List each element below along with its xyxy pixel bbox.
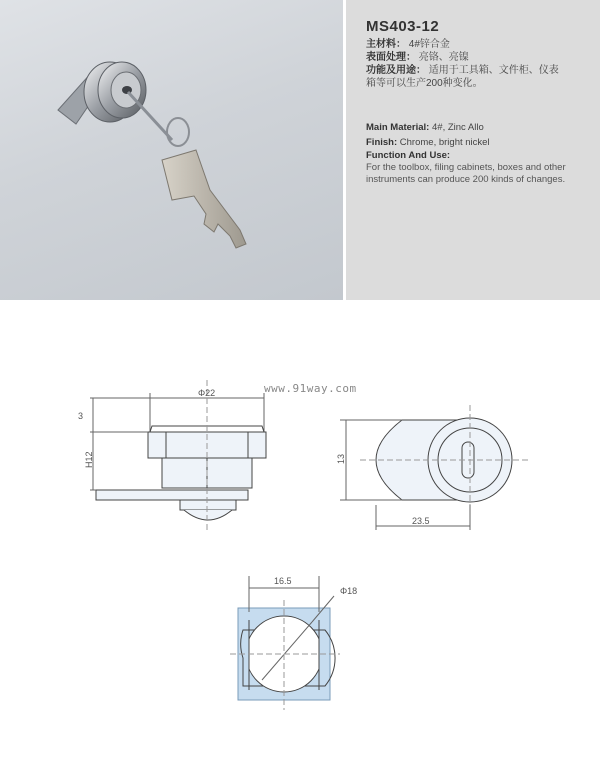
dim-front-width: 23.5 — [412, 516, 430, 526]
dim-cutout-diameter: Φ18 — [340, 586, 358, 596]
side-view — [90, 380, 266, 530]
front-view — [340, 405, 528, 530]
dim-cutout-width: 16.5 — [274, 576, 292, 586]
product-photo — [0, 0, 343, 300]
cn-material-value: 4#锌合金 — [408, 39, 450, 50]
dim-side-height: H12 — [84, 451, 94, 468]
en-function-label-line — [366, 150, 450, 162]
model-number: MS403-12 — [366, 18, 440, 35]
cn-function-label: 功能及用途： — [366, 65, 426, 76]
dim-side-top: 3 — [78, 411, 84, 421]
cam-lock-photo — [0, 0, 343, 300]
en-material-label: Main Material: — [366, 122, 430, 133]
cn-finish-label: 表面处理： — [366, 52, 416, 63]
cn-function-line-2: 箱等可以生产200种变化。 — [366, 78, 483, 89]
en-material-value: 4#, Zinc Allo — [432, 122, 484, 133]
cn-function-value-1: 适用于工具箱、文件柜、仪表 — [428, 65, 559, 76]
dim-side-width: Φ22 — [198, 388, 216, 398]
en-finish-value: Chrome, bright nickel — [399, 137, 490, 148]
en-finish-line — [366, 137, 490, 149]
cn-finish-value: 亮铬、亮镍 — [418, 52, 469, 63]
dim-front-height: 13 — [336, 453, 346, 464]
spec-panel — [346, 0, 600, 300]
cn-material-line — [366, 38, 450, 51]
en-function-value: For the toolbox, filing cabinets, boxes and other instruments can produce 200 kinds of changes. — [366, 162, 566, 185]
watermark-text: www.91way.com — [264, 382, 357, 395]
technical-drawing — [0, 300, 600, 781]
cn-function-line — [366, 64, 559, 77]
en-finish-label: Finish: — [366, 137, 398, 148]
cn-finish-line — [366, 51, 469, 64]
cn-material-label: 主材料： — [366, 39, 406, 50]
en-material-line — [366, 122, 484, 134]
cutout-view — [230, 576, 340, 710]
en-function-label: Function And Use: — [366, 150, 451, 161]
